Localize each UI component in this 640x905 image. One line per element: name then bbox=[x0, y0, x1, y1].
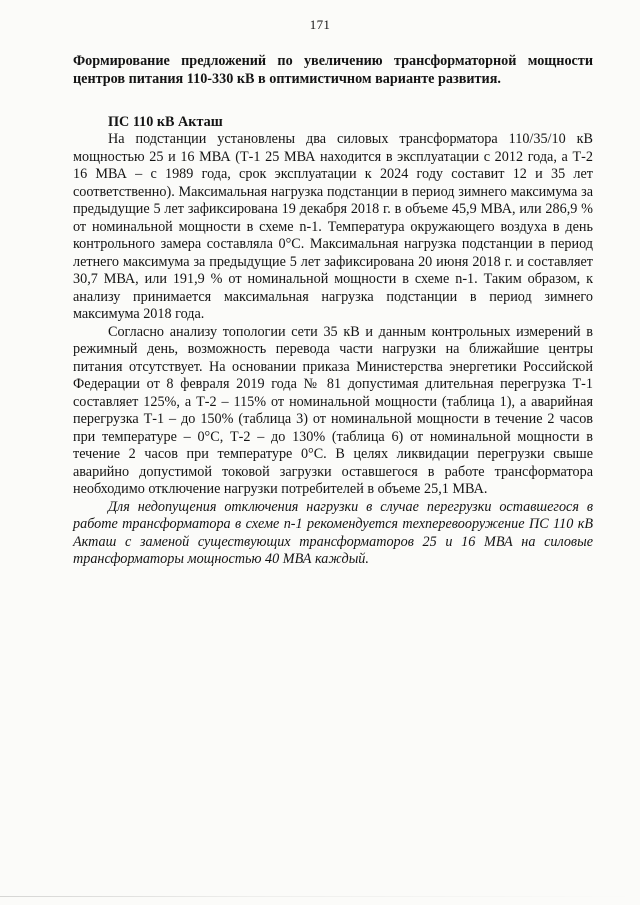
paragraph-recommendation: Для недопущения отключения нагрузки в случае перегрузки оставшегося в работе трансформатора в схеме n-1 рекомендуется техперевооружение ПС 110 кВ Акташ с заменой существующих трансформаторов 25 и 16 МВА на силовые трансформаторы мощностью 40 МВА каждый. bbox=[73, 498, 593, 567]
document-body bbox=[73, 53, 593, 569]
paragraph-analysis: Согласно анализу топологии сети 35 кВ и данным контрольных измерений в режимный день, возможность перевода части нагрузки на ближайшие центры питания отсутствует. На основании приказа Министерства энергетики Российской Федерации от 8 февраля 2019 года № 81 допустимая длительная перегрузка Т-1 составляет 125%, а Т-2 – 115% от номинальной мощности (таблица 1), а аварийная перегрузка Т-1 – до 150% (таблица 3) от номинальной мощности в течение 2 часов при температуре – 0°С, Т-2 – до 130% (таблица 6) от номинальной мощности в течение 2 часов при температуре 0°С. В целях ликвидации перегрузки свыше аварийно допустимой токовой загрузки оставшегося в работе трансформатора необходимо отключение нагрузки потребителей в объеме 25,1 МВА. bbox=[73, 323, 593, 497]
page-number: 171 bbox=[309, 17, 331, 32]
paragraph-description: На подстанции установлены два силовых трансформатора 110/35/10 кВ мощностью 25 и 16 МВА (Т-1 25 МВА находится в эксплуатации с 2012 года, а Т-2 16 МВА – с 1989 года, срок эксплуатации к 2024 году составит 12 и 35 лет соответственно). Максимальная нагрузка подстанции в период зимнего максимума за предыдущие 5 лет зафиксирована 19 декабря 2018 г. в объеме 45,9 МВА, или 286,9 % от номинальной мощности в схеме n-1. Температура окружающего воздуха в день контрольного замера составляла 0°С. Максимальная нагрузка подстанции в период летнего максимума за предыдущие 5 лет зафиксирована 20 июня 2018 г. и составляет 30,7 МВА, или 191,9 % от номинальной мощности в схеме n-1. Таким образом, к анализу принимается максимальная нагрузка подстанции в период зимнего максимума 2018 года. bbox=[73, 131, 593, 322]
page-bottom-edge bbox=[0, 896, 640, 897]
substation-title: ПС 110 кВ Акташ bbox=[108, 114, 223, 130]
section-heading: Формирование предложений по увеличению трансформаторной мощности центров питания 110-330 кВ в оптимистичном варианте развития. bbox=[73, 53, 593, 87]
